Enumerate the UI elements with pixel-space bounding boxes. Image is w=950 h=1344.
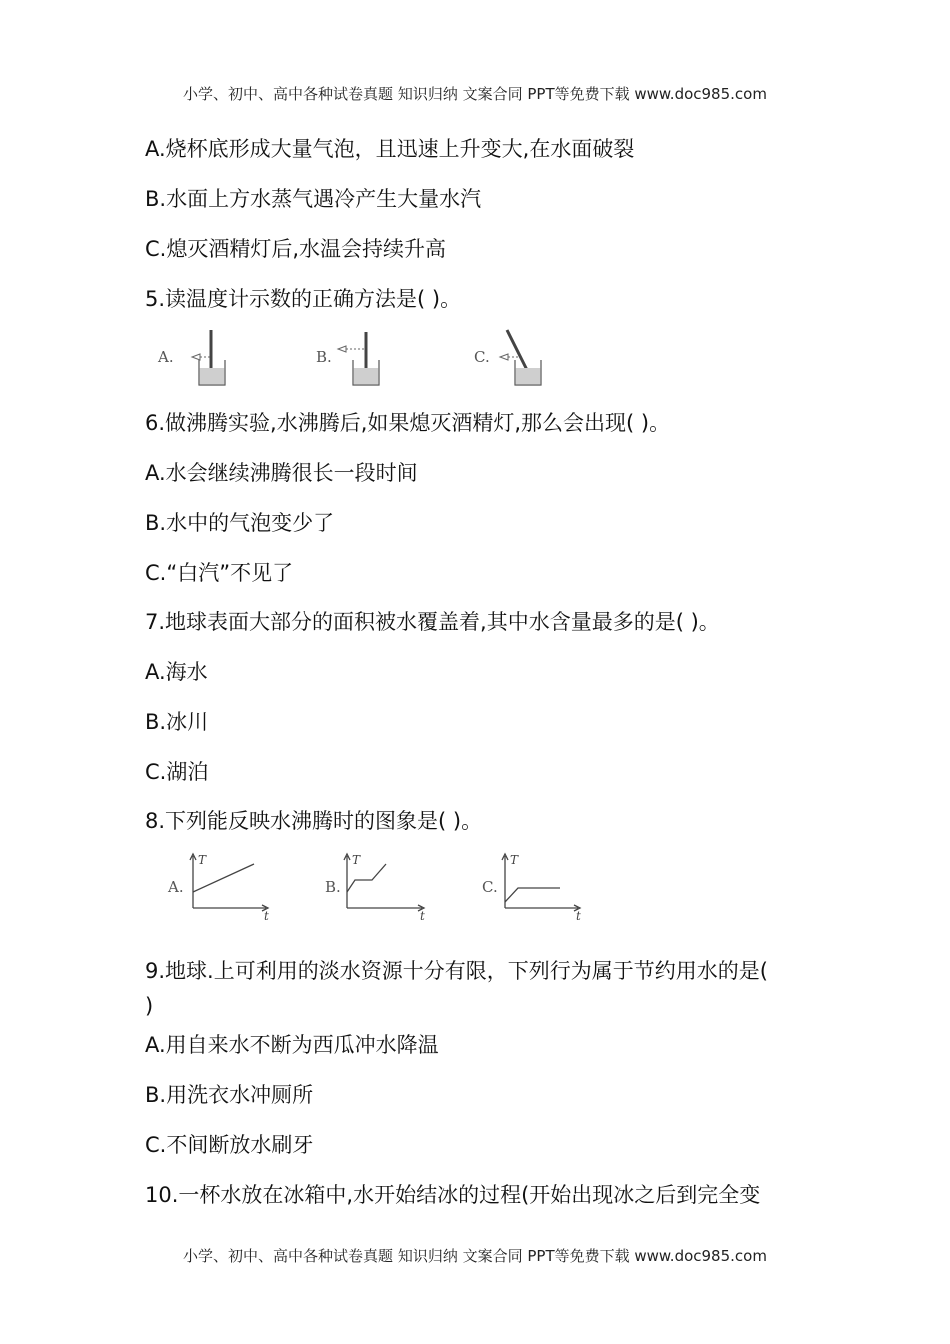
q7-option-b: B.冰川 xyxy=(145,710,209,734)
q9-question-line2: ) xyxy=(145,994,154,1018)
q5-figure-c xyxy=(474,330,541,385)
q8-label-c: C. xyxy=(482,878,498,896)
q10-question-line1: 10.一杯水放在冰箱中,水开始结冰的过程(开始出现冰之后到完全变 xyxy=(145,1183,761,1207)
q8-axis-x-a: t xyxy=(264,909,269,922)
q5-figure-a xyxy=(157,330,225,385)
q7-question: 7.地球表面大部分的面积被水覆盖着,其中水含量最多的是( )。 xyxy=(145,610,720,634)
page-footer: 小学、初中、高中各种试卷真题 知识归纳 文案合同 PPT等免费下载 www.doc985.com xyxy=(183,1247,767,1265)
q5-thermometer-figure xyxy=(150,328,560,390)
q9-option-c: C.不间断放水刷牙 xyxy=(145,1133,314,1157)
q7-option-c: C.湖泊 xyxy=(145,760,209,784)
q8-graph-b xyxy=(325,853,425,922)
q8-axis-x-b: t xyxy=(420,909,425,922)
q6-option-c: C.“白汽”不见了 xyxy=(145,561,294,585)
q8-graph-figure xyxy=(150,850,600,922)
q8-axis-y-a: T xyxy=(198,853,207,867)
q9-option-a: A.用自来水不断为西瓜冲水降温 xyxy=(145,1033,439,1057)
q8-question: 8.下列能反映水沸腾时的图象是( )。 xyxy=(145,809,483,833)
q5-label-c: C. xyxy=(474,348,490,366)
q8-label-a: A. xyxy=(168,878,184,896)
q4-option-c: C.熄灭酒精灯后,水温会持续升高 xyxy=(145,237,447,261)
q9-question-line1: 9.地球.上可利用的淡水资源十分有限，下列行为属于节约用水的是( xyxy=(145,959,768,983)
q8-axis-x-c: t xyxy=(576,909,581,922)
q5-question: 5.读温度计示数的正确方法是( )。 xyxy=(145,287,462,311)
q8-graph-a xyxy=(167,853,269,922)
q9-option-b: B.用洗衣水冲厕所 xyxy=(145,1083,314,1107)
q5-figure-b xyxy=(316,332,379,385)
q6-option-a: A.水会继续沸腾很长一段时间 xyxy=(145,461,418,485)
q8-graph-c xyxy=(482,853,581,922)
q4-option-a: A.烧杯底形成大量气泡，且迅速上升变大,在水面破裂 xyxy=(145,137,635,161)
q8-label-b: B. xyxy=(325,878,341,896)
q4-option-b: B.水面上方水蒸气遇冷产生大量水汽 xyxy=(145,187,482,211)
q8-axis-y-c: T xyxy=(510,853,519,867)
q7-option-a: A.海水 xyxy=(145,660,208,684)
q6-question: 6.做沸腾实验,水沸腾后,如果熄灭酒精灯,那么会出现( )。 xyxy=(145,411,671,435)
q5-label-a: A. xyxy=(158,348,174,366)
q8-axis-y-b: T xyxy=(352,853,361,867)
page-header: 小学、初中、高中各种试卷真题 知识归纳 文案合同 PPT等免费下载 www.doc985.com xyxy=(183,85,767,103)
q5-label-b: B. xyxy=(316,348,332,366)
q6-option-b: B.水中的气泡变少了 xyxy=(145,511,335,535)
